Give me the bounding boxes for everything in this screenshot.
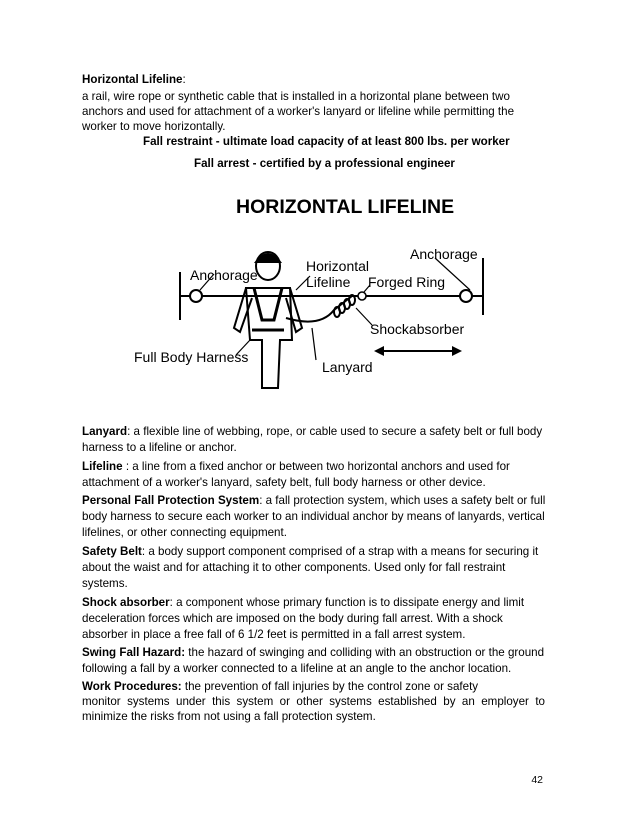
def-lanyard-term: Lanyard	[82, 425, 128, 438]
def-lifeline-term: Lifeline	[82, 460, 123, 473]
def-work-procedures-line-3: minimize the risks from not using a fall protection system.	[82, 710, 376, 723]
intro-line-2: anchors and used for attachment of a worker's lanyard or lifeline while permitting the	[82, 105, 515, 118]
def-pfps-line-2: body harness to secure each worker to an individual anchor by means of lanyards, vertical	[82, 510, 545, 523]
shockabsorber-coil	[334, 295, 355, 317]
label-full-body-harness: Full Body Harness	[134, 349, 249, 365]
def-work-procedures-line-1: Work Procedures: the prevention of fall injuries by the control zone or safety	[82, 680, 479, 693]
def-shock-absorber-line-1: Shock absorber: a component whose primary function is to dissipate energy and limit	[82, 596, 525, 609]
def-work-procedures-line-2: monitor systems under this system or other systems established by an employer to	[82, 695, 545, 708]
def-safety-belt-term: Safety Belt	[82, 545, 142, 558]
label-horizontal: Horizontal	[306, 258, 370, 274]
def-safety-belt-line-1: Safety Belt: a body support component comprised of a strap with a means for securing it	[82, 545, 539, 558]
def-safety-belt-line-3: systems.	[82, 577, 128, 590]
def-swing-fall-line-2: following a fall by a worker connected to a lifeline at an angle to the anchor location.	[82, 662, 512, 675]
def-pfps-line-1: Personal Fall Protection System: a fall protection system, which uses a safety belt or full	[82, 494, 546, 507]
def-pfps-term: Personal Fall Protection System	[82, 494, 260, 507]
requirement-fall-restraint: Fall restraint - ultimate load capacity of at least 800 lbs. per worker	[143, 135, 510, 148]
def-lifeline-line-1: Lifeline : a line from a fixed anchor or between two horizontal anchors and used for	[82, 460, 510, 473]
def-shock-absorber-line-2: deceleration forces which are imposed on the body during fall arrest. With a shock	[82, 612, 503, 625]
def-swing-fall-line-1: Swing Fall Hazard: the hazard of swinging and colliding with an obstruction or the ground	[82, 646, 545, 659]
label-shockabsorber: Shockabsorber	[370, 321, 465, 337]
def-safety-belt-line-2: about the waist and for attaching it to other components. Used only for fall restraint	[82, 561, 506, 574]
label-anchorage-right: Anchorage	[410, 246, 478, 262]
intro-line-3: worker to move horizontally.	[82, 120, 226, 133]
label-lifeline: Lifeline	[306, 274, 351, 290]
horizontal-lifeline-figure	[0, 190, 638, 390]
intro-line-1: a rail, wire rope or synthetic cable that is installed in a horizontal plane between two	[82, 90, 510, 103]
intro-first-line	[82, 72, 186, 88]
label-lanyard: Lanyard	[322, 359, 373, 375]
page-number: 42	[531, 774, 543, 786]
requirement-fall-arrest: Fall arrest - certified by a professional engineer	[194, 157, 455, 170]
def-swing-fall-term: Swing Fall Hazard:	[82, 646, 186, 659]
def-lifeline-line-2: attachment of a worker's lanyard, safety belt, full body harness or other device.	[82, 476, 486, 489]
def-shock-absorber-term: Shock absorber	[82, 596, 170, 609]
figure-title: HORIZONTAL LIFELINE	[236, 196, 455, 218]
label-forged-ring: Forged Ring	[368, 274, 446, 290]
def-lanyard-line-2: harness to a lifeline or anchor.	[82, 441, 237, 454]
def-pfps-line-3: lifelines, or other connecting equipment.	[82, 526, 287, 539]
label-anchorage-left: Anchorage	[190, 267, 258, 283]
def-work-procedures-term: Work Procedures:	[82, 680, 182, 693]
intro-term: Horizontal Lifeline	[82, 73, 183, 86]
intro-sep: :	[182, 73, 186, 86]
def-lanyard-line-1: Lanyard: a flexible line of webbing, rope, or cable used to secure a safety belt or full body	[82, 425, 543, 438]
def-shock-absorber-line-3: absorber in place a free fall of 6 1/2 feet is permitted in a fall arrest system.	[82, 628, 466, 641]
